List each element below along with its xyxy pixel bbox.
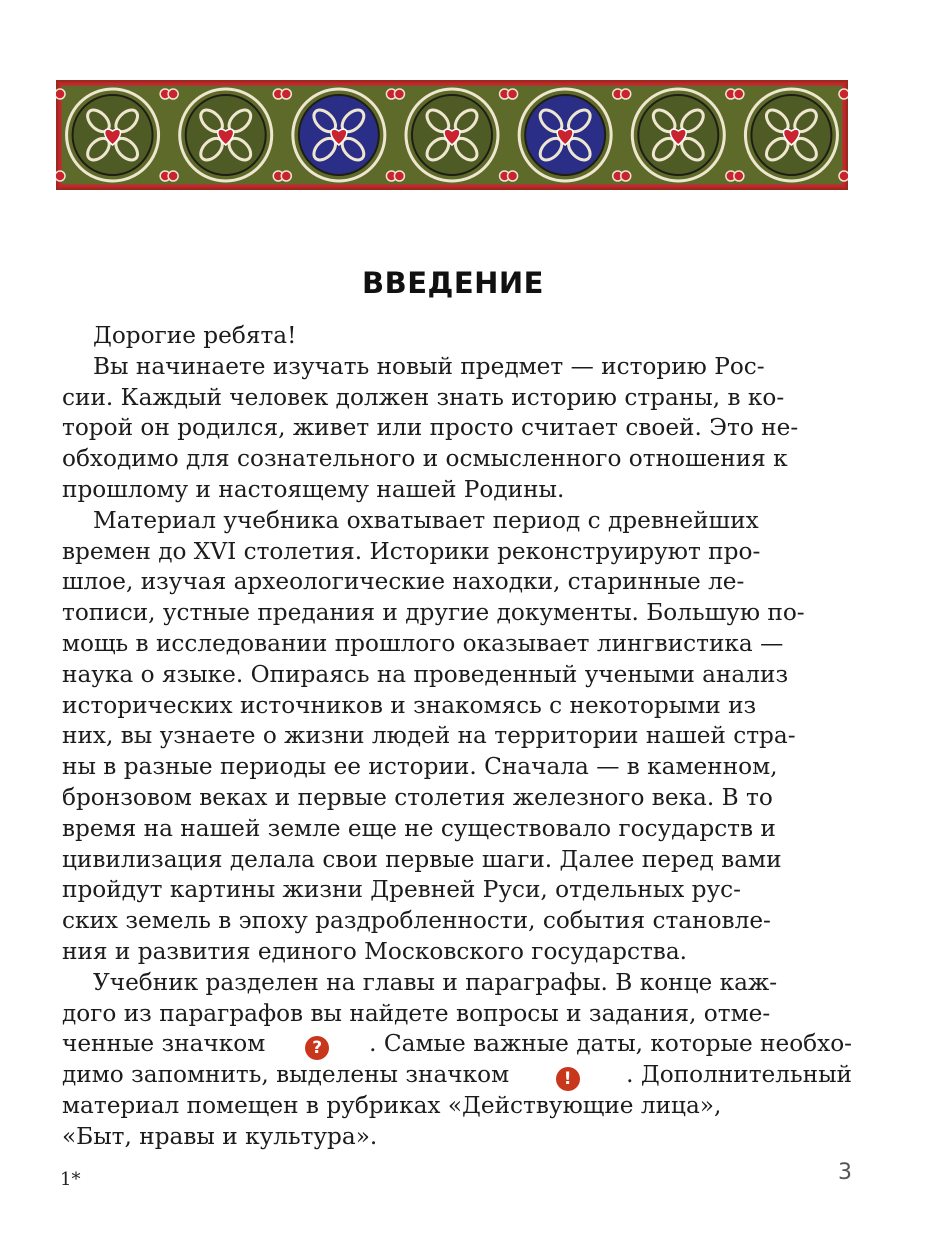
ornament-dot: [168, 89, 178, 99]
text-line: Вы начинаете изучать новый предмет — историю Рос-: [93, 352, 765, 380]
text-line-with-icon: [62, 1029, 852, 1060]
text-line: материал помещен в рубриках «Действующие лица»,: [62, 1091, 722, 1119]
text-fragment: . Самые важные даты, которые необхо-: [369, 1030, 852, 1058]
ornament-dot: [281, 171, 291, 181]
text-line: сии. Каждый человек должен знать историю страны, в ко-: [62, 383, 785, 411]
ornament-dot: [839, 89, 848, 99]
page-title: ВВЕДЕНИЕ: [361, 266, 544, 300]
ornament-dot: [621, 171, 631, 181]
ornament-dot: [839, 171, 848, 181]
text-line: тописи, устные предания и другие документы. Большую по-: [62, 599, 805, 627]
text-line: цивилизация делала свои первые шаги. Далее перед вами: [62, 845, 782, 873]
signature-mark: 1*: [60, 1169, 81, 1190]
text-line: ских земель в эпоху раздробленности, события становле-: [62, 907, 771, 935]
text-line: Учебник разделен на главы и параграфы. В конце каж-: [93, 968, 778, 996]
text-line: времен до XVI столетия. Историки реконструируют про-: [62, 537, 761, 565]
text-line: ния и развития единого Московского государства.: [62, 937, 688, 965]
ornament-dot: [734, 89, 744, 99]
text-line: Материал учебника охватывает период с древнейших: [93, 506, 759, 534]
body-text: [62, 321, 852, 1153]
ornament-dot: [281, 89, 291, 99]
text-fragment: . Дополнительный: [626, 1061, 852, 1089]
text-line: прошлому и настоящему нашей Родины.: [62, 475, 565, 503]
floral-frieze-icon: [56, 80, 848, 190]
text-line: дого из параграфов вы найдете вопросы и задания, отме-: [62, 999, 771, 1027]
text-line: время на нашей земле еще не существовало государств и: [62, 814, 776, 842]
text-line: «Быт, нравы и культура».: [62, 1122, 378, 1150]
ornament-dot: [394, 171, 404, 181]
text-line: исторических источников и знакомясь с некоторыми из: [62, 691, 757, 719]
text-fragment: ченные значком: [62, 1030, 266, 1058]
text-line-with-icon: [62, 1060, 852, 1091]
text-fragment: димо запомнить, выделены значком: [62, 1061, 510, 1089]
ornament-dot: [56, 171, 65, 181]
text-line: бронзовом веках и первые столетия железного века. В то: [62, 783, 773, 811]
text-line: торой он родился, живет или просто считает своей. Это не-: [62, 414, 799, 442]
text-line: шлое, изучая археологические находки, старинные ле-: [62, 568, 745, 596]
ornament-dot: [56, 89, 65, 99]
text-line: наука о языке. Опираясь на проведенный учеными анализ: [62, 660, 789, 688]
text-line: ны в разные периоды ее истории. Сначала — в каменном,: [62, 753, 778, 781]
text-line: мощь в исследовании прошлого оказывает лингвистика —: [62, 629, 784, 657]
header-ornament: [56, 80, 848, 190]
text-line: обходимо для сознательного и осмысленного отношения к: [62, 445, 788, 473]
text-line: них, вы узнаете о жизни людей на территории нашей стра-: [62, 722, 796, 750]
page-number: 3: [838, 1160, 852, 1185]
ornament-dot: [621, 89, 631, 99]
exclamation-mark-icon: !: [556, 1067, 580, 1091]
question-mark-icon: ?: [305, 1036, 329, 1060]
ornament-dot: [508, 89, 518, 99]
ornament-dot: [734, 171, 744, 181]
ornament-dot: [168, 171, 178, 181]
text-line: пройдут картины жизни Древней Руси, отдельных рус-: [62, 876, 741, 904]
greeting: Дорогие ребята!: [93, 322, 297, 349]
ornament-dot: [508, 171, 518, 181]
ornament-dot: [394, 89, 404, 99]
